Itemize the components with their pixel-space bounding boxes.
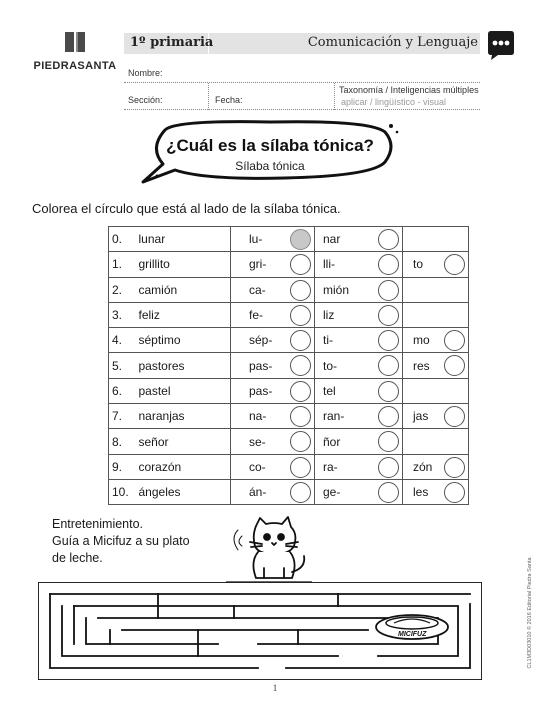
syllable-cell xyxy=(403,277,469,302)
syllable-text: ti- xyxy=(323,333,333,348)
syllable-text: ran- xyxy=(323,409,345,424)
book-icon xyxy=(63,30,87,54)
syllable-circle[interactable] xyxy=(290,305,311,326)
row-word: pastores xyxy=(133,353,231,378)
syllable-cell xyxy=(231,252,315,277)
syllable-cell xyxy=(231,378,315,403)
syllable-circle[interactable] xyxy=(378,381,399,402)
syllable-text: ca- xyxy=(249,282,266,297)
table-row xyxy=(109,454,469,479)
row-number: 2. xyxy=(109,277,133,302)
syllable-circle[interactable] xyxy=(444,406,465,427)
syllable-text: ra- xyxy=(323,459,338,474)
grade-label: 1º primaria xyxy=(130,35,214,50)
syllable-cell xyxy=(315,404,403,429)
syllable-circle[interactable] xyxy=(378,229,399,250)
syllable-text: gri- xyxy=(249,257,267,272)
syllable-text: mión xyxy=(323,282,350,297)
taxonomy-value: aplicar / lingüístico - visual xyxy=(341,97,447,107)
row-word: camión xyxy=(133,277,231,302)
row-word: pastel xyxy=(133,378,231,403)
syllable-text: ñor xyxy=(323,434,341,449)
section-date-separator xyxy=(208,83,209,110)
row-number: 6. xyxy=(109,378,133,403)
table-row xyxy=(109,302,469,327)
syllable-cell xyxy=(315,328,403,353)
syllable-cell xyxy=(403,302,469,327)
syllable-cell xyxy=(231,328,315,353)
name-label: Nombre: xyxy=(128,68,163,78)
syllable-cell xyxy=(403,227,469,252)
section-label: Sección: xyxy=(128,95,163,105)
syllable-circle[interactable] xyxy=(290,355,311,376)
table-row xyxy=(109,378,469,403)
syllable-cell xyxy=(315,302,403,327)
row-number: 9. xyxy=(109,454,133,479)
syllable-cell xyxy=(315,479,403,504)
syllable-cell xyxy=(403,454,469,479)
table-row xyxy=(109,328,469,353)
syllable-table xyxy=(108,226,469,505)
syllable-circle[interactable] xyxy=(378,457,399,478)
syllable-circle[interactable] xyxy=(444,457,465,478)
syllable-circle[interactable] xyxy=(378,305,399,326)
syllable-text: liz xyxy=(323,308,335,323)
table-row xyxy=(109,277,469,302)
syllable-text: les xyxy=(413,485,429,500)
brand-logo xyxy=(30,30,120,80)
syllable-text: lu- xyxy=(249,232,263,247)
taxonomy-label: Taxonomía / Inteligencias múltiples xyxy=(339,85,479,95)
syllable-text: sép- xyxy=(249,333,273,348)
page-subtitle: Sílaba tónica xyxy=(235,159,305,173)
entertainment-text xyxy=(52,516,190,567)
syllable-circle[interactable] xyxy=(378,280,399,301)
row-number: 1. xyxy=(109,252,133,277)
row-word: séptimo xyxy=(133,328,231,353)
syllable-cell xyxy=(403,404,469,429)
row-number: 3. xyxy=(109,302,133,327)
row-word: corazón xyxy=(133,454,231,479)
syllable-text: pas- xyxy=(249,383,273,398)
syllable-cell xyxy=(315,277,403,302)
syllable-circle[interactable] xyxy=(378,431,399,452)
bowl-label: MICIFUZ xyxy=(398,631,427,638)
syllable-circle[interactable] xyxy=(290,457,311,478)
row-number: 5. xyxy=(109,353,133,378)
syllable-text: to xyxy=(413,257,424,272)
syllable-circle[interactable] xyxy=(290,330,311,351)
copyright-code: CL1M3D03010 © 2016 Editorial Piedra Santa xyxy=(527,557,533,669)
row-word: naranjas xyxy=(133,404,231,429)
page-number: 1 xyxy=(272,683,278,693)
syllable-circle[interactable] xyxy=(290,229,311,250)
entertainment-line-3: de leche. xyxy=(52,551,103,565)
syllable-text: ge- xyxy=(323,485,341,500)
syllable-cell xyxy=(231,227,315,252)
syllable-circle[interactable] xyxy=(378,330,399,351)
syllable-text: fe- xyxy=(249,308,264,323)
row-number: 8. xyxy=(109,429,133,454)
syllable-cell xyxy=(231,479,315,504)
syllable-circle[interactable] xyxy=(444,355,465,376)
entertainment-line-2: Guía a Micifuz a su plato xyxy=(52,534,190,548)
syllable-cell xyxy=(403,252,469,277)
syllable-circle[interactable] xyxy=(378,406,399,427)
syllable-text: tel xyxy=(323,383,336,398)
maze-puzzle[interactable] xyxy=(38,582,482,680)
name-line xyxy=(124,82,480,83)
syllable-cell xyxy=(231,277,315,302)
syllable-cell xyxy=(231,429,315,454)
syllable-cell xyxy=(315,378,403,403)
syllable-cell xyxy=(315,429,403,454)
syllable-text: nar xyxy=(323,232,341,247)
syllable-text: co- xyxy=(249,459,266,474)
syllable-circle[interactable] xyxy=(290,406,311,427)
syllable-cell xyxy=(403,353,469,378)
syllable-text: na- xyxy=(249,409,267,424)
entertainment-title: Entretenimiento. xyxy=(52,517,144,531)
syllable-cell xyxy=(231,302,315,327)
syllable-text: mo xyxy=(413,333,430,348)
cat-illustration xyxy=(226,516,312,586)
row-word: lunar xyxy=(133,227,231,252)
table-row xyxy=(109,252,469,277)
syllable-circle[interactable] xyxy=(290,381,311,402)
syllable-cell xyxy=(231,454,315,479)
brand-name: PIEDRASANTA xyxy=(33,60,117,72)
syllable-circle[interactable] xyxy=(444,254,465,275)
date-label: Fecha: xyxy=(215,95,243,105)
instruction-text: Colorea el círculo que está al lado de la sílaba tónica. xyxy=(32,201,341,216)
syllable-circle[interactable] xyxy=(378,254,399,275)
syllable-cell xyxy=(315,227,403,252)
syllable-cell xyxy=(231,404,315,429)
syllable-cell xyxy=(403,328,469,353)
side-code xyxy=(522,548,534,688)
syllable-circle[interactable] xyxy=(290,254,311,275)
syllable-circle[interactable] xyxy=(378,355,399,376)
speech-bubble-icon xyxy=(484,28,518,62)
table-row xyxy=(109,404,469,429)
syllable-cell xyxy=(315,353,403,378)
syllable-circle[interactable] xyxy=(378,482,399,503)
syllable-cell xyxy=(315,454,403,479)
syllable-text: pas- xyxy=(249,358,273,373)
row-word: feliz xyxy=(133,302,231,327)
row-word: grillito xyxy=(133,252,231,277)
syllable-cell xyxy=(403,429,469,454)
syllable-circle[interactable] xyxy=(290,431,311,452)
date-taxonomy-separator xyxy=(334,83,335,110)
section-line xyxy=(124,109,480,110)
row-word: señor xyxy=(133,429,231,454)
syllable-text: án- xyxy=(249,485,267,500)
syllable-circle[interactable] xyxy=(444,330,465,351)
table-row xyxy=(109,479,469,504)
syllable-circle[interactable] xyxy=(290,280,311,301)
syllable-cell xyxy=(231,353,315,378)
row-number: 0. xyxy=(109,227,133,252)
syllable-text: se- xyxy=(249,434,266,449)
syllable-cell xyxy=(315,252,403,277)
table-row xyxy=(109,227,469,252)
syllable-text: jas xyxy=(413,409,429,424)
syllable-text: res xyxy=(413,358,430,373)
subject-label: Comunicación y Lenguaje xyxy=(307,35,478,50)
table-row xyxy=(109,429,469,454)
syllable-cell xyxy=(403,378,469,403)
page-title: ¿Cuál es la sílaba tónica? xyxy=(166,136,374,155)
row-number: 4. xyxy=(109,328,133,353)
syllable-text: to- xyxy=(323,358,338,373)
syllable-cell xyxy=(403,479,469,504)
syllable-circle[interactable] xyxy=(444,482,465,503)
syllable-text: lli- xyxy=(323,257,335,272)
table-row xyxy=(109,353,469,378)
syllable-circle[interactable] xyxy=(290,482,311,503)
row-number: 10. xyxy=(109,479,133,504)
syllable-text: zón xyxy=(413,459,433,474)
row-word: ángeles xyxy=(133,479,231,504)
row-number: 7. xyxy=(109,404,133,429)
